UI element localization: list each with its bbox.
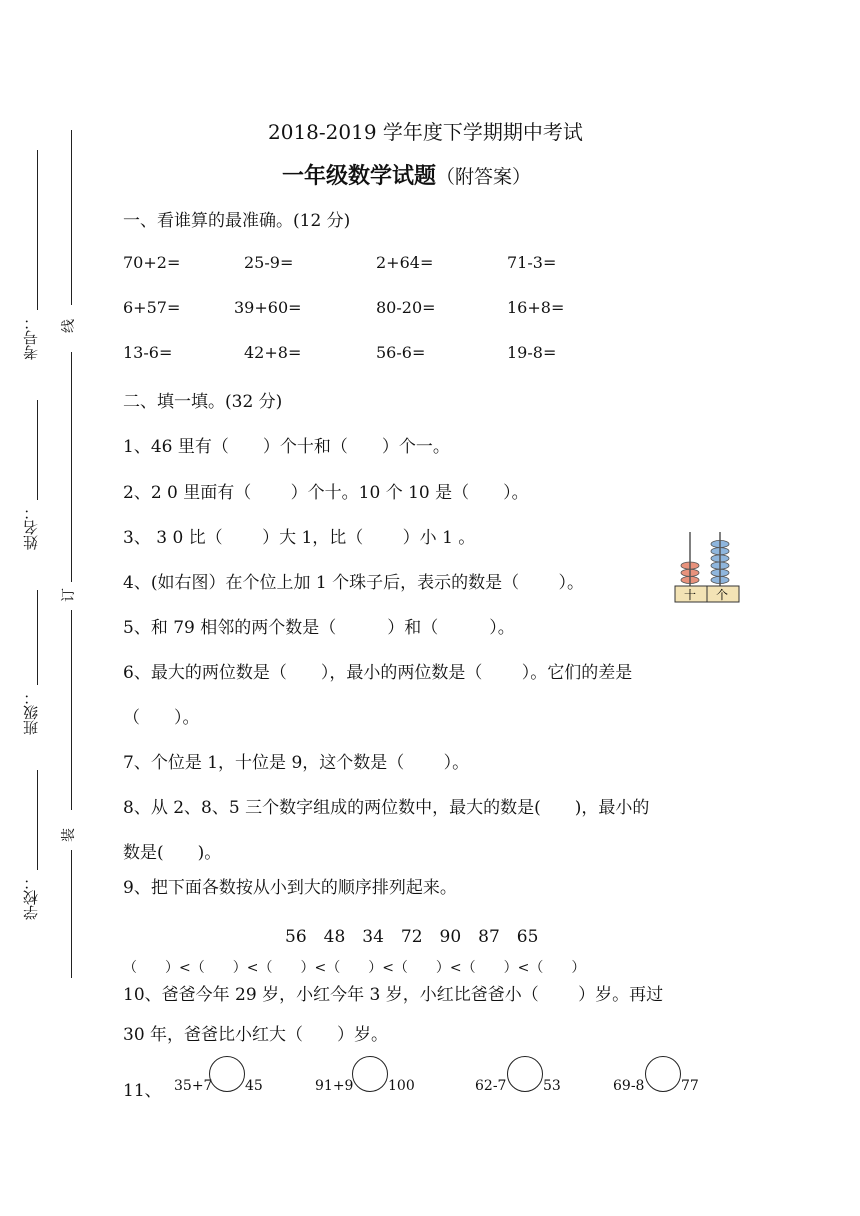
field-line-banji [37, 590, 38, 685]
compare-left: 35+7 [174, 1078, 213, 1094]
abacus-ones-label: 个 [715, 588, 729, 602]
abacus-tens-label: 十 [683, 588, 697, 602]
section2-heading: 二、填一填。(32 分) [123, 392, 283, 412]
calc-item: 80-20= [376, 298, 436, 317]
question-10-line2: 30 年，爸爸比小红大（ ）岁。 [123, 1025, 389, 1045]
section1-heading: 一、看谁算的最准确。(12 分) [123, 211, 351, 231]
compare-right: 77 [681, 1078, 699, 1094]
calc-item: 19-8= [507, 343, 557, 362]
compare-circle[interactable] [352, 1056, 388, 1092]
question-5: 5、和 79 相邻的两个数是（ ）和（ ）。 [123, 618, 515, 638]
calc-item: 13-6= [123, 343, 173, 362]
compare-left: 69-8 [613, 1078, 645, 1094]
field-label-xingming: 姓名： [22, 505, 40, 550]
subtitle-main: 一年级数学试题 [282, 164, 437, 189]
binding-mark-zhuang: 装 [61, 828, 77, 842]
compare-circle[interactable] [507, 1056, 543, 1092]
calc-item: 2+64= [376, 253, 434, 272]
compare-left: 91+9 [315, 1078, 354, 1094]
question-8-line2: 数是( )。 [123, 843, 222, 863]
calc-item: 6+57= [123, 298, 181, 317]
question-11-label: 11、 [123, 1081, 162, 1101]
question-7: 7、个位是 1，十位是 9，这个数是（ ）。 [123, 753, 470, 773]
exam-subtitle [282, 159, 531, 190]
question-1: 1、46 里有（ ）个十和（ ）个一。 [123, 437, 450, 457]
compare-circle[interactable] [645, 1056, 681, 1092]
calc-item: 70+2= [123, 253, 181, 272]
compare-circle[interactable] [209, 1056, 245, 1092]
question-8-line1: 8、从 2、8、5 三个数字组成的两位数中，最大的数是( )，最小的 [123, 798, 650, 818]
question-6-line1: 6、最大的两位数是（ ），最小的两位数是（ ）。它们的差是 [123, 663, 633, 683]
binding-line-lower [71, 610, 72, 810]
subtitle-note: （附答案） [436, 166, 532, 188]
binding-line-bottom [71, 850, 72, 978]
binding-line-middle [71, 352, 72, 582]
question-6-line2: （ ）。 [123, 708, 200, 728]
compare-right: 45 [245, 1078, 263, 1094]
exam-title: 2018-2019 学年度下学期期中考试 [268, 120, 583, 144]
calc-item: 39+60= [234, 298, 302, 317]
abacus-figure [672, 528, 742, 606]
field-line-xuexiao [37, 770, 38, 870]
calc-item: 56-6= [376, 343, 426, 362]
calc-item: 25-9= [244, 253, 294, 272]
question-2: 2、2 0 里面有（ ）个十。10 个 10 是（ ）。 [123, 483, 529, 503]
question-9: 9、把下面各数按从小到大的顺序排列起来。 [123, 878, 457, 898]
field-label-kaohao: 考号： [22, 315, 40, 360]
binding-line-upper [71, 130, 72, 305]
field-line-kaohao [37, 150, 38, 310]
question-9-numbers: 56 48 34 72 90 87 65 [285, 927, 539, 947]
binding-mark-ding: 订 [61, 588, 77, 602]
compare-right: 53 [543, 1078, 561, 1094]
calc-item: 71-3= [507, 253, 557, 272]
binding-mark-xian: 线 [61, 319, 77, 333]
calc-item: 16+8= [507, 298, 565, 317]
field-label-xuexiao: 学校： [22, 875, 40, 920]
question-9-blanks: （ ）<（ ）<（ ）<（ ）<（ ）<（ ）<（ ） [123, 960, 586, 976]
question-10-line1: 10、爸爸今年 29 岁，小红今年 3 岁，小红比爸爸小（ ）岁。再过 [123, 985, 664, 1005]
question-3: 3、 3 0 比（ ）大 1，比（ ）小 1 。 [123, 528, 476, 548]
calc-item: 42+8= [244, 343, 302, 362]
compare-left: 62-7 [475, 1078, 507, 1094]
field-label-banji: 班级： [22, 690, 40, 735]
question-4: 4、(如右图）在个位上加 1 个珠子后，表示的数是（ ）。 [123, 573, 584, 593]
compare-right: 100 [388, 1078, 415, 1094]
field-line-xingming [37, 400, 38, 500]
